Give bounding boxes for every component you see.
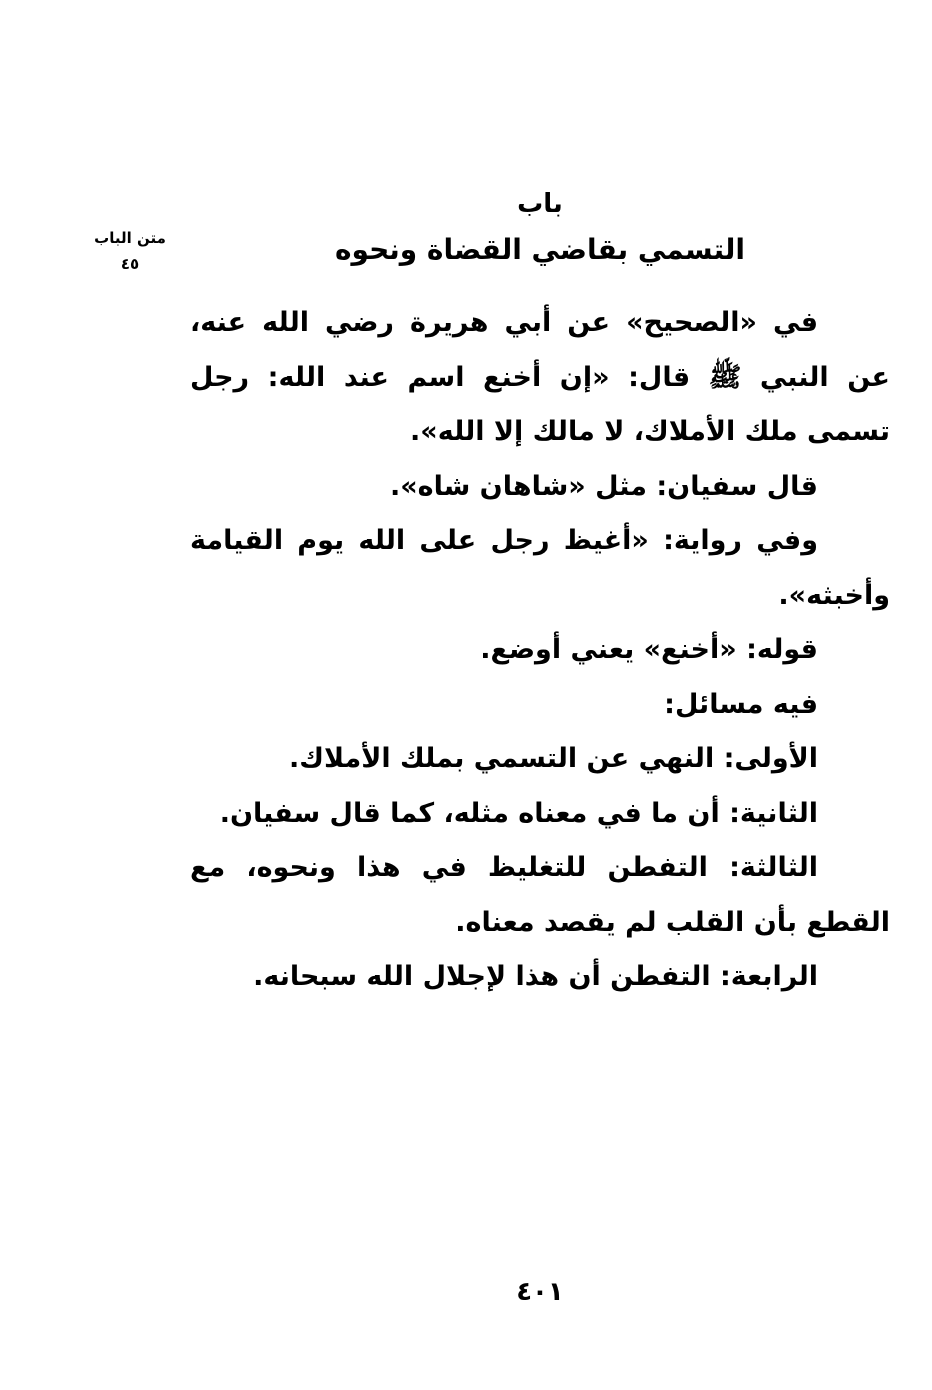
body-text (190, 296, 890, 1005)
side-note (80, 225, 180, 277)
paragraph-masail-heading: فيه مسائل: (664, 688, 818, 720)
paragraph-qawluhu: قوله: «أخنع» يعني أوضع. (480, 634, 818, 665)
chapter-title: التسمي بقاضي القضاة ونحوه (334, 233, 746, 266)
paragraph-riwaya: وفي رواية: «أغيظ رجل على الله يوم القيامة وأخبثه». (190, 525, 890, 611)
chapter-label: باب (517, 189, 563, 219)
paragraph-masala-2: الثانية: أن ما في معناه مثله، كما قال سفيان. (219, 797, 818, 829)
side-note-number: ٤٥ (120, 255, 140, 273)
side-note-label: متن الباب (94, 229, 166, 247)
paragraph-sufyan: قال سفيان: مثل «شاهان شاه». (389, 470, 818, 502)
paragraph-masala-1: الأولى: النهي عن التسمي بملك الأملاك. (289, 743, 818, 774)
paragraph-masala-3: الثالثة: التفطن للتغليظ في هذا ونحوه، مع القطع بأن القلب لم يقصد معناه. (190, 852, 890, 938)
paragraph-hadith: في «الصحيح» عن أبي هريرة رضي الله عنه، عن النبي ﷺ قال: «إن أخنع اسم عند الله: رجل تسمى ملك الأملاك، لا مالك إلا الله». (190, 307, 890, 447)
page-number: ٤٠١ (516, 1277, 564, 1307)
paragraph-masala-4: الرابعة: التفطن أن هذا لإجلال الله سبحانه. (253, 961, 818, 992)
